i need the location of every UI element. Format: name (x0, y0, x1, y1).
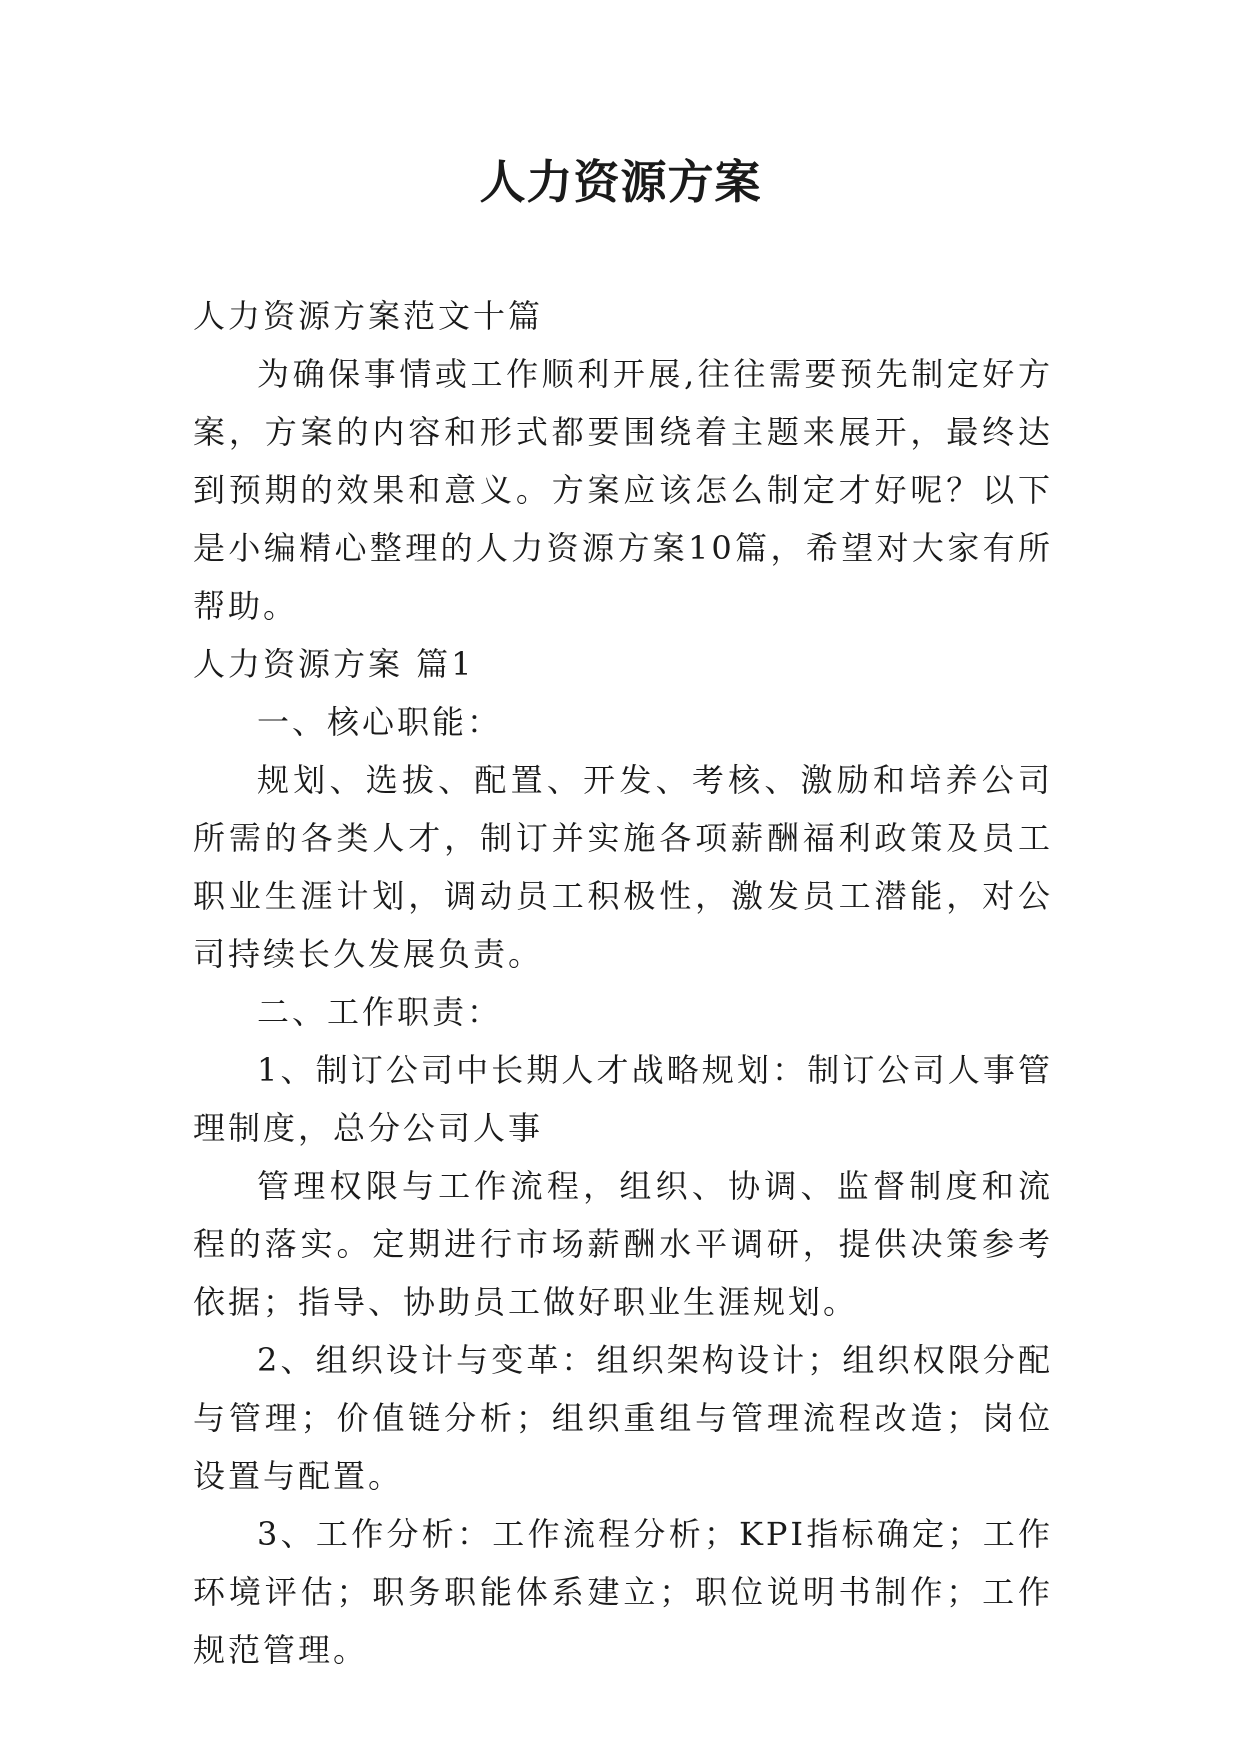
paragraph: 人力资源方案范文十篇 (193, 297, 544, 335)
paragraph: 规划、选拔、配置、开发、考核、激励和培养公司所需的各类人才，制订并实施各项薪酬福利政策及员工职业生涯计划，调动员工积极性，激发员工潜能，对公司持续长久发展负责。 (193, 761, 1053, 973)
section-heading: 人力资源方案 篇1 (193, 645, 475, 683)
paragraph: 管理权限与工作流程，组织、协调、监督制度和流程的落实。定期进行市场薪酬水平调研，提供决策参考依据；指导、协助员工做好职业生涯规划。 (193, 1167, 1053, 1321)
document-body (193, 287, 1053, 1679)
paragraph: 3、工作分析：工作流程分析；KPI指标确定；工作环境评估；职务职能体系建立；职位说明书制作；工作规范管理。 (193, 1515, 1053, 1669)
paragraph: 二、工作职责： (257, 993, 503, 1031)
paragraph: 1、制订公司中长期人才战略规划：制订公司人事管理制度，总分公司人事 (193, 1051, 1053, 1147)
document-title: 人力资源方案 (479, 155, 762, 209)
paragraph: 2、组织设计与变革：组织架构设计；组织权限分配与管理；价值链分析；组织重组与管理流程改造；岗位设置与配置。 (193, 1341, 1053, 1495)
paragraph: 为确保事情或工作顺利开展,往往需要预先制定好方案，方案的内容和形式都要围绕着主题来展开，最终达到预期的效果和意义。方案应该怎么制定才好呢？以下是小编精心整理的人力资源方案10篇，希望对大家有所帮助。 (193, 355, 1053, 625)
paragraph: 一、核心职能： (257, 703, 503, 741)
